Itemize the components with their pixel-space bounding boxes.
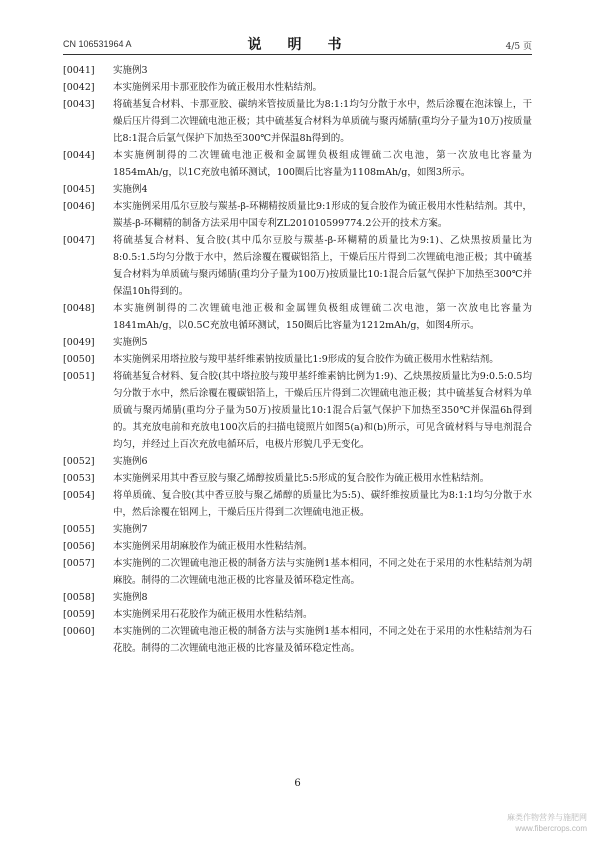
- paragraph-number: [0050]: [63, 354, 95, 365]
- page-info: 4/5 页: [505, 42, 532, 52]
- document-title: 说 明 书: [247, 37, 348, 53]
- paragraph: [63, 368, 532, 453]
- paragraph-text: 本实施例采用石花胶作为硫正极用水性粘结剂。: [113, 609, 313, 620]
- paragraph-number: [0043]: [63, 99, 95, 110]
- paragraph-text: 本实施例制得的二次锂硫电池正极和金属锂负极组成锂硫二次电池，第一次放电比容量为1854mAh/g，以1C充放电循环测试，100圈后比容量为1108mAh/g，如图3所示。: [113, 150, 532, 178]
- paragraph: [63, 555, 532, 589]
- paragraph-text: 实施例3: [113, 65, 148, 76]
- paragraph-text: 本实施例采用其中香豆胶与聚乙烯醇按质量比5:5形成的复合胶作为硫正极用水性粘结剂。: [113, 473, 490, 484]
- paragraph-number: [0054]: [63, 490, 95, 501]
- paragraph: [63, 147, 532, 181]
- paragraph-text: 将硫基复合材料、卡那亚胶、碳纳米管按质量比为8:1:1均匀分散于水中，然后涂覆在泡沫镍上，干燥后压片得到二次锂硫电池正极；其中硫基复合材料为单质硫与聚丙烯腈(重均分子量为10万)按质量比8:1混合后氩气保护下加热至300℃并保温8h得到的。: [113, 99, 532, 144]
- paragraph: [63, 521, 532, 538]
- paragraph: [63, 181, 532, 198]
- paragraph: [63, 334, 532, 351]
- paragraph-number: [0053]: [63, 473, 95, 484]
- paragraph-text: 本实施例采用瓜尔豆胶与羰基-β-环糊精按质量比9:1形成的复合胶作为硫正极用水性粘结剂。其中，羰基-β-环糊精的制备方法采用中国专利ZL201010599774.2公开的技术方案。: [113, 201, 532, 229]
- watermark: [507, 812, 587, 834]
- paragraph-text: 实施例7: [113, 524, 148, 535]
- paragraph: [63, 623, 532, 657]
- paragraph-number: [0052]: [63, 456, 95, 467]
- paragraph-text: 本实施例采用卡那亚胶作为硫正极用水性粘结剂。: [113, 82, 323, 93]
- paragraph-text: 实施例6: [113, 456, 148, 467]
- paragraph-text: 本实施例的二次锂硫电池正极的制备方法与实施例1基本相同，不同之处在于采用的水性粘结剂为石花胶。制得的二次锂硫电池正极的比容量及循环稳定性高。: [113, 626, 532, 654]
- paragraph-number: [0059]: [63, 609, 95, 620]
- paragraph: [63, 300, 532, 334]
- paragraph-text: 将单质硫、复合胶(其中香豆胶与聚乙烯醇的质量比为5:5)、碳纤维按质量比为8:1:1均匀分散于水中，然后涂覆在铝网上，干燥后压片得到二次锂硫电池正极。: [113, 490, 532, 518]
- paragraph: [63, 351, 532, 368]
- paragraph-text: 实施例8: [113, 592, 148, 603]
- paragraph: [63, 62, 532, 79]
- paragraph-number: [0051]: [63, 371, 95, 382]
- watermark-url: www.fibercrops.com: [515, 824, 587, 833]
- paragraph-text: 本实施例制得的二次锂硫电池正极和金属锂负极组成锂硫二次电池，第一次放电比容量为1841mAh/g，以0.5C充放电循环测试，150圈后比容量为1212mAh/g，如图4所示。: [113, 303, 532, 331]
- paragraph-text: 将硫基复合材料、复合胶(其中瓜尔豆胶与羰基-β-环糊精的质量比为9:1)、乙炔黑按质量比为8:0.5:1.5均匀分散于水中，然后涂覆在覆碳铝箔上，干燥后压片得到二次锂硫电池正极；其中硫基复合材料为单质硫与聚丙烯腈(重均分子量为100万)按质量比10:1混合后氩气保护下加热至300℃并保温10h得到的。: [113, 235, 532, 297]
- paragraph-text: 本实施例采用胡麻胶作为硫正极用水性粘结剂。: [113, 541, 313, 552]
- paragraph-number: [0044]: [63, 150, 95, 161]
- paragraph-number: [0042]: [63, 82, 95, 93]
- publication-number: CN 106531964 A: [63, 39, 132, 49]
- page-number: 6: [294, 778, 301, 789]
- paragraph-text: 本实施例采用塔拉胶与羧甲基纤维素钠按质量比1:9形成的复合胶作为硫正极用水性粘结剂。: [113, 354, 499, 365]
- paragraph-text: 本实施例的二次锂硫电池正极的制备方法与实施例1基本相同，不同之处在于采用的水性粘结剂为胡麻胶。制得的二次锂硫电池正极的比容量及循环稳定性高。: [113, 558, 532, 586]
- paragraph-text: 将硫基复合材料、复合胶(其中塔拉胶与羧甲基纤维素钠比例为1:9)、乙炔黑按质量比为9:0.5:0.5均匀分散于水中，然后涂覆在覆碳铝箔上，干燥后压片得到二次锂硫电池正极；其中硫基复合材料为单质硫与聚丙烯腈(重均分子量为50万)按质量比10:1混合后氩气保护下加热至350℃并保温6h得到的。其充放电前和充放电100次后的扫描电镜照片如图5(a)和(b)所示，可见含硫材料与导电剂混合均匀，并经过上百次充放电循环后，电极片形貌几乎无变化。: [113, 371, 532, 450]
- paragraph: [63, 606, 532, 623]
- paragraph-number: [0056]: [63, 541, 95, 552]
- paragraph-number: [0047]: [63, 235, 95, 246]
- paragraph: [63, 470, 532, 487]
- paragraph: [63, 79, 532, 96]
- paragraph: [63, 453, 532, 470]
- paragraph-number: [0057]: [63, 558, 95, 569]
- paragraph-number: [0055]: [63, 524, 95, 535]
- paragraph-number: [0045]: [63, 184, 95, 195]
- paragraph: [63, 589, 532, 606]
- paragraph: [63, 198, 532, 232]
- paragraph: [63, 96, 532, 147]
- page-header: [63, 30, 532, 55]
- paragraph-text: 实施例4: [113, 184, 148, 195]
- paragraph: [63, 538, 532, 555]
- paragraph-text: 实施例5: [113, 337, 148, 348]
- document-body: [63, 62, 532, 657]
- paragraph-number: [0060]: [63, 626, 95, 637]
- paragraph-number: [0041]: [63, 65, 95, 76]
- paragraph-number: [0048]: [63, 303, 95, 314]
- watermark-line: 麻类作物营养与施肥网: [507, 813, 587, 822]
- paragraph: [63, 232, 532, 300]
- paragraph-number: [0058]: [63, 592, 95, 603]
- paragraph-number: [0046]: [63, 201, 95, 212]
- paragraph-number: [0049]: [63, 337, 95, 348]
- paragraph: [63, 487, 532, 521]
